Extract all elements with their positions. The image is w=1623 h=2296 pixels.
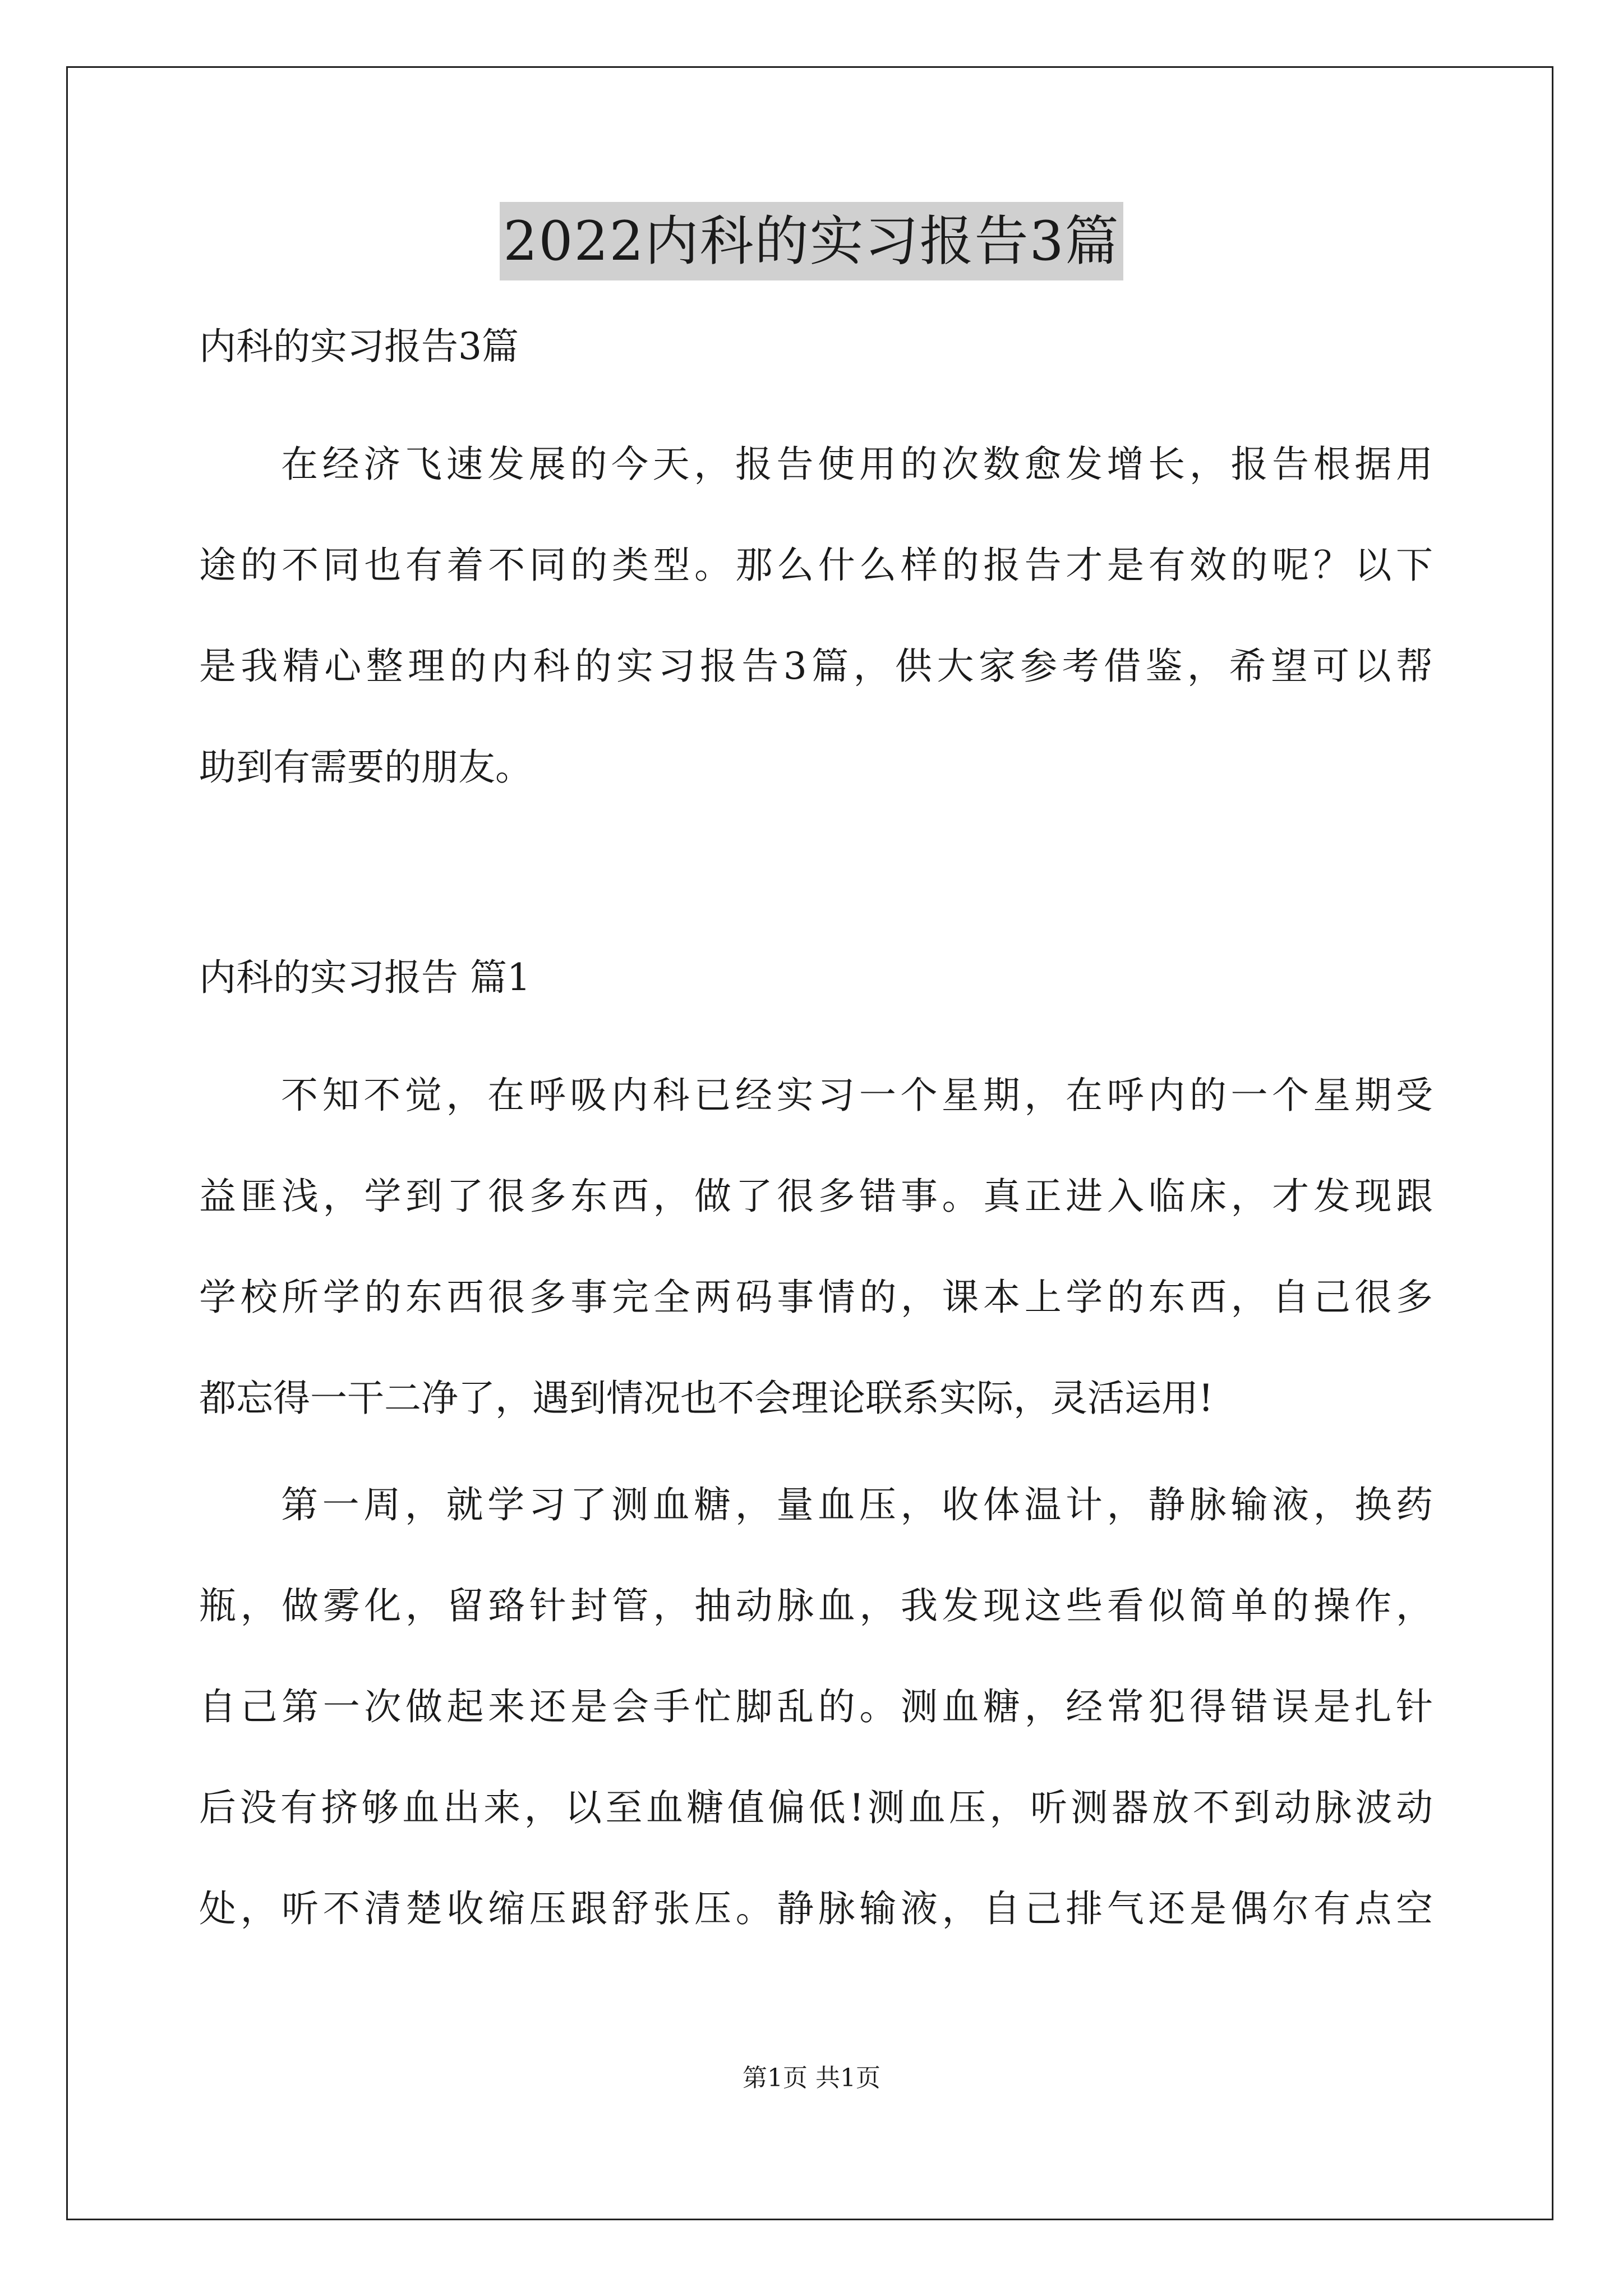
paragraph-line: 都忘得一干二净了，遇到情况也不会理论联系实际，灵活运用! — [199, 1377, 1214, 1420]
paragraph-line: 自己第一次做起来还是会手忙脚乱的。测血糖，经常犯得错误是扎针 — [199, 1685, 1433, 1728]
paragraph-line: 益匪浅，学到了很多东西，做了很多错事。真正进入临床，才发现跟 — [199, 1175, 1433, 1218]
paragraph-line: 处，听不清楚收缩压跟舒张压。静脉输液，自己排气还是偶尔有点空 — [199, 1887, 1433, 1930]
intro-line: 在经济飞速发展的今天，报告使用的次数愈发增长，报告根据用 — [281, 443, 1433, 486]
intro-line: 助到有需要的朋友。 — [199, 746, 532, 789]
intro-line: 是我精心整理的内科的实习报告3篇，供大家参考借鉴，希望可以帮 — [199, 645, 1433, 688]
paragraph-line: 学校所学的东西很多事完全两码事情的，课本上学的东西，自己很多 — [199, 1276, 1433, 1319]
paragraph-line: 第一周，就学习了测血糖，量血压，收体温计，静脉输液，换药 — [281, 1483, 1433, 1526]
paragraph-line: 不知不觉，在呼吸内科已经实习一个星期，在呼内的一个星期受 — [281, 1074, 1433, 1117]
document-title: 2022内科的实习报告3篇 — [500, 202, 1123, 280]
intro-line: 途的不同也有着不同的类型。那么什么样的报告才是有效的呢？以下 — [199, 544, 1433, 587]
document-subtitle: 内科的实习报告3篇 — [199, 325, 519, 368]
paragraph-line: 后没有挤够血出来，以至血糖值偏低!测血压，听测器放不到动脉波动 — [199, 1786, 1433, 1829]
paragraph-line: 瓶，做雾化，留臵针封管，抽动脉血，我发现这些看似简单的操作， — [199, 1584, 1433, 1627]
document-title-wrap — [0, 202, 1623, 280]
page-footer: 第1页 共1页 — [743, 2064, 880, 2092]
section-heading: 内科的实习报告 篇1 — [199, 956, 531, 999]
